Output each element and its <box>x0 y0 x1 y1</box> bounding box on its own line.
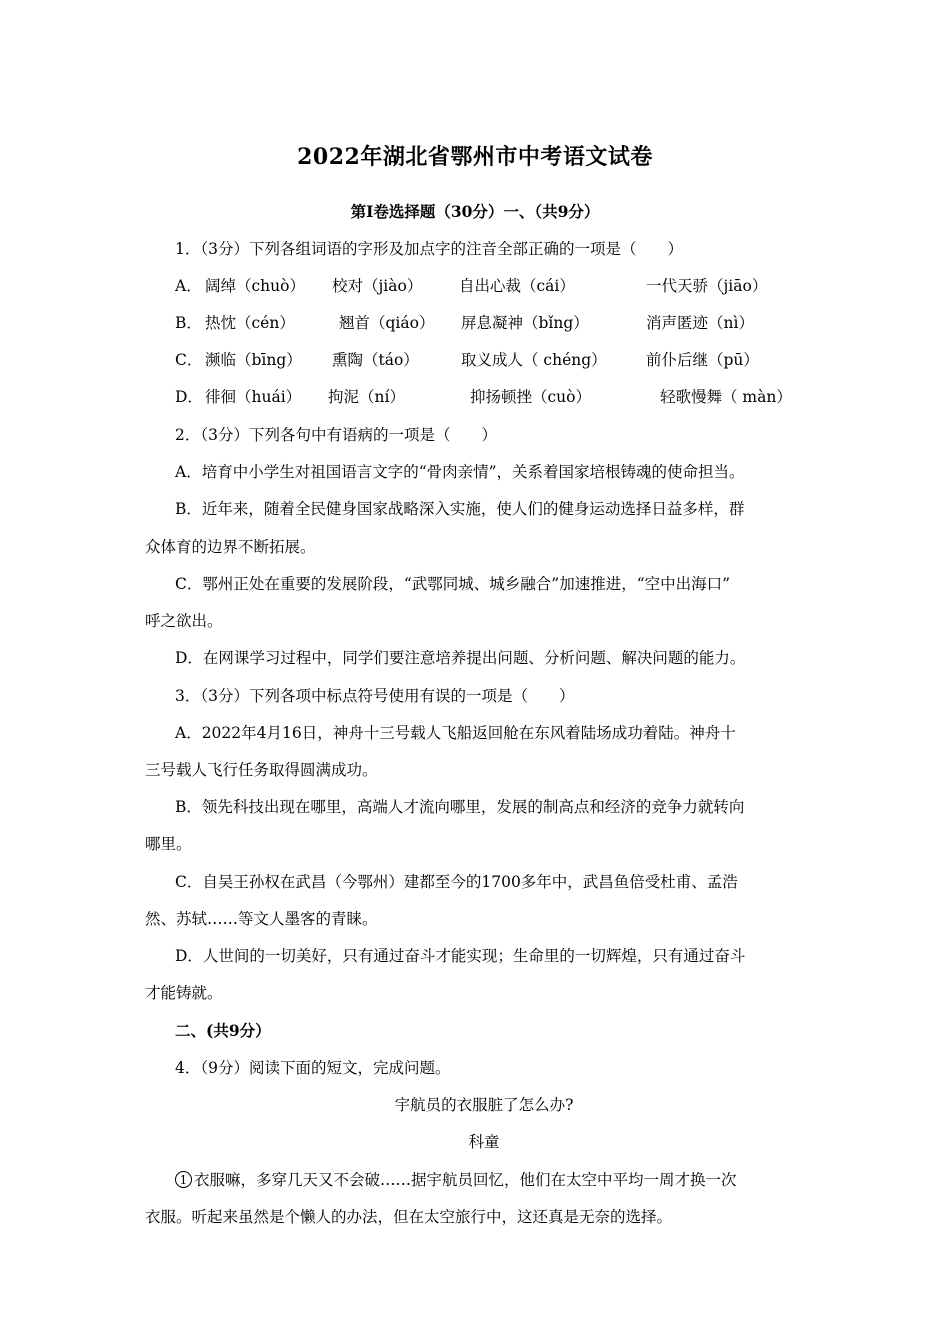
article-author: 科童 <box>468 1133 500 1151</box>
question-3-option-d-line2: 才能铸就。 <box>145 984 223 1002</box>
exam-page: 2022年湖北省鄂州市中考语文试卷 第Ⅰ卷选择题（30分）一、（共9分） 1．（3分）下列各组词语的字形及加点字的注音全部正确的一项是（ ） A． 阔绰（chuò） 校对（jiào） 自出心裁（cái） 一代天骄（jiāo） B． 热忱（cén） 翘首（qiáo） 屏息凝神（bǐng） 消声匿迹（nì） C． 濒临（bīng） 熏陶（táo） 取义成人（ chéng） 前仆后继（pū） D． 徘徊（huái） 拘泥（ní） 抑扬顿挫（cuò） 轻歌慢舞（ màn） 2．（3分）下列各句中有语病的一项是（ ） A．培育中小学生对祖国语言文字的“骨肉亲情”，关系着国家培根铸魂的使命担当。 B．近年来，随着全民健身国家战略深入实施，使人们的健身运动选择日益多样，群 众体育的边界不断拓展。 C．鄂州正处在重要的发展阶段，“武鄂同城、城乡融合”加速推进，“空中出海口” 呼之欲出。 D．在网课学习过程中，同学们要注意培养提出问题、分析问题、解决问题的能力。 3．（3分）下列各项中标点符号使用有误的一项是（ ） A．2022年4月16日，神舟十三号载人飞船返回舱在东风着陆场成功着陆。神舟十 三号载人飞行任务取得圆满成功。 B．领先科技出现在哪里，高端人才流向哪里，发展的制高点和经济的竞争力就转向 哪里。 C．自吴王孙权在武昌（今鄂州）建都至今的1700多年中，武昌鱼倍受杜甫、孟浩 然、苏轼……等文人墨客的青睐。 D．人世间的一切美好，只有通过奋斗才能实现；生命里的一切辉煌，只有通过奋斗 才能铸就。 二、(共9分） 4．（9分）阅读下面的短文，完成问题。 宇航员的衣服脏了怎么办? 科童 1 衣服嘛，多穿几天又不会破……据宇航员回忆，他们在太空中平均一周才换一次 衣服。听起来虽然是个懒人的办法，但在太空旅行中，这还真是无奈的选择。 <box>0 0 950 1344</box>
question-3-option-b-line1: B．领先科技出现在哪里，高端人才流向哪里，发展的制高点和经济的竞争力就转向 <box>175 798 745 816</box>
question-3-option-a-line2: 三号载人飞行任务取得圆满成功。 <box>145 761 378 779</box>
article-paragraph-1-line2: 衣服。听起来虽然是个懒人的办法，但在太空旅行中，这还真是无奈的选择。 <box>145 1208 673 1226</box>
question-4-stem: 4．（9分）阅读下面的短文，完成问题。 <box>175 1059 451 1077</box>
exam-title: 2022年湖北省鄂州市中考语文试卷 <box>297 144 653 170</box>
question-2-option-d: D．在网课学习过程中，同学们要注意培养提出问题、分析问题、解决问题的能力。 <box>175 649 746 667</box>
section-1-heading: 第Ⅰ卷选择题（30分）一、（共9分） <box>350 202 600 221</box>
article-title: 宇航员的衣服脏了怎么办? <box>394 1096 574 1114</box>
question-2-option-c-line1: C．鄂州正处在重要的发展阶段，“武鄂同城、城乡融合”加速推进，“空中出海口” <box>175 575 731 593</box>
question-3-option-d-line1: D．人世间的一切美好，只有通过奋斗才能实现；生命里的一切辉煌，只有通过奋斗 <box>175 947 746 965</box>
question-3-option-c-line2: 然、苏轼……等文人墨客的青睐。 <box>145 910 378 928</box>
section-2-heading: 二、(共9分） <box>175 1021 271 1040</box>
question-1-stem: 1．（3分）下列各组词语的字形及加点字的注音全部正确的一项是（ ） <box>175 240 683 258</box>
question-3-stem: 3．（3分）下列各项中标点符号使用有误的一项是（ ） <box>175 687 575 705</box>
article-paragraph-1-line1: 1 衣服嘛，多穿几天又不会破……据宇航员回忆，他们在太空中平均一周才换一次 <box>175 1168 737 1190</box>
paragraph-number: 1 <box>175 1171 192 1188</box>
question-2-option-c-line2: 呼之欲出。 <box>145 612 223 630</box>
question-2-option-b-line1: B．近年来，随着全民健身国家战略深入实施，使人们的健身运动选择日益多样，群 <box>175 500 745 518</box>
question-2-option-a: A．培育中小学生对祖国语言文字的“骨肉亲情”，关系着国家培根铸魂的使命担当。 <box>175 463 745 481</box>
question-3-option-c-line1: C．自吴王孙权在武昌（今鄂州）建都至今的1700多年中，武昌鱼倍受杜甫、孟浩 <box>175 873 738 891</box>
question-2-option-b-line2: 众体育的边界不断拓展。 <box>145 538 316 556</box>
question-3-option-b-line2: 哪里。 <box>145 835 192 853</box>
question-2-stem: 2．（3分）下列各句中有语病的一项是（ ） <box>175 426 497 444</box>
question-3-option-a-line1: A．2022年4月16日，神舟十三号载人飞船返回舱在东风着陆场成功着陆。神舟十 <box>175 724 736 742</box>
